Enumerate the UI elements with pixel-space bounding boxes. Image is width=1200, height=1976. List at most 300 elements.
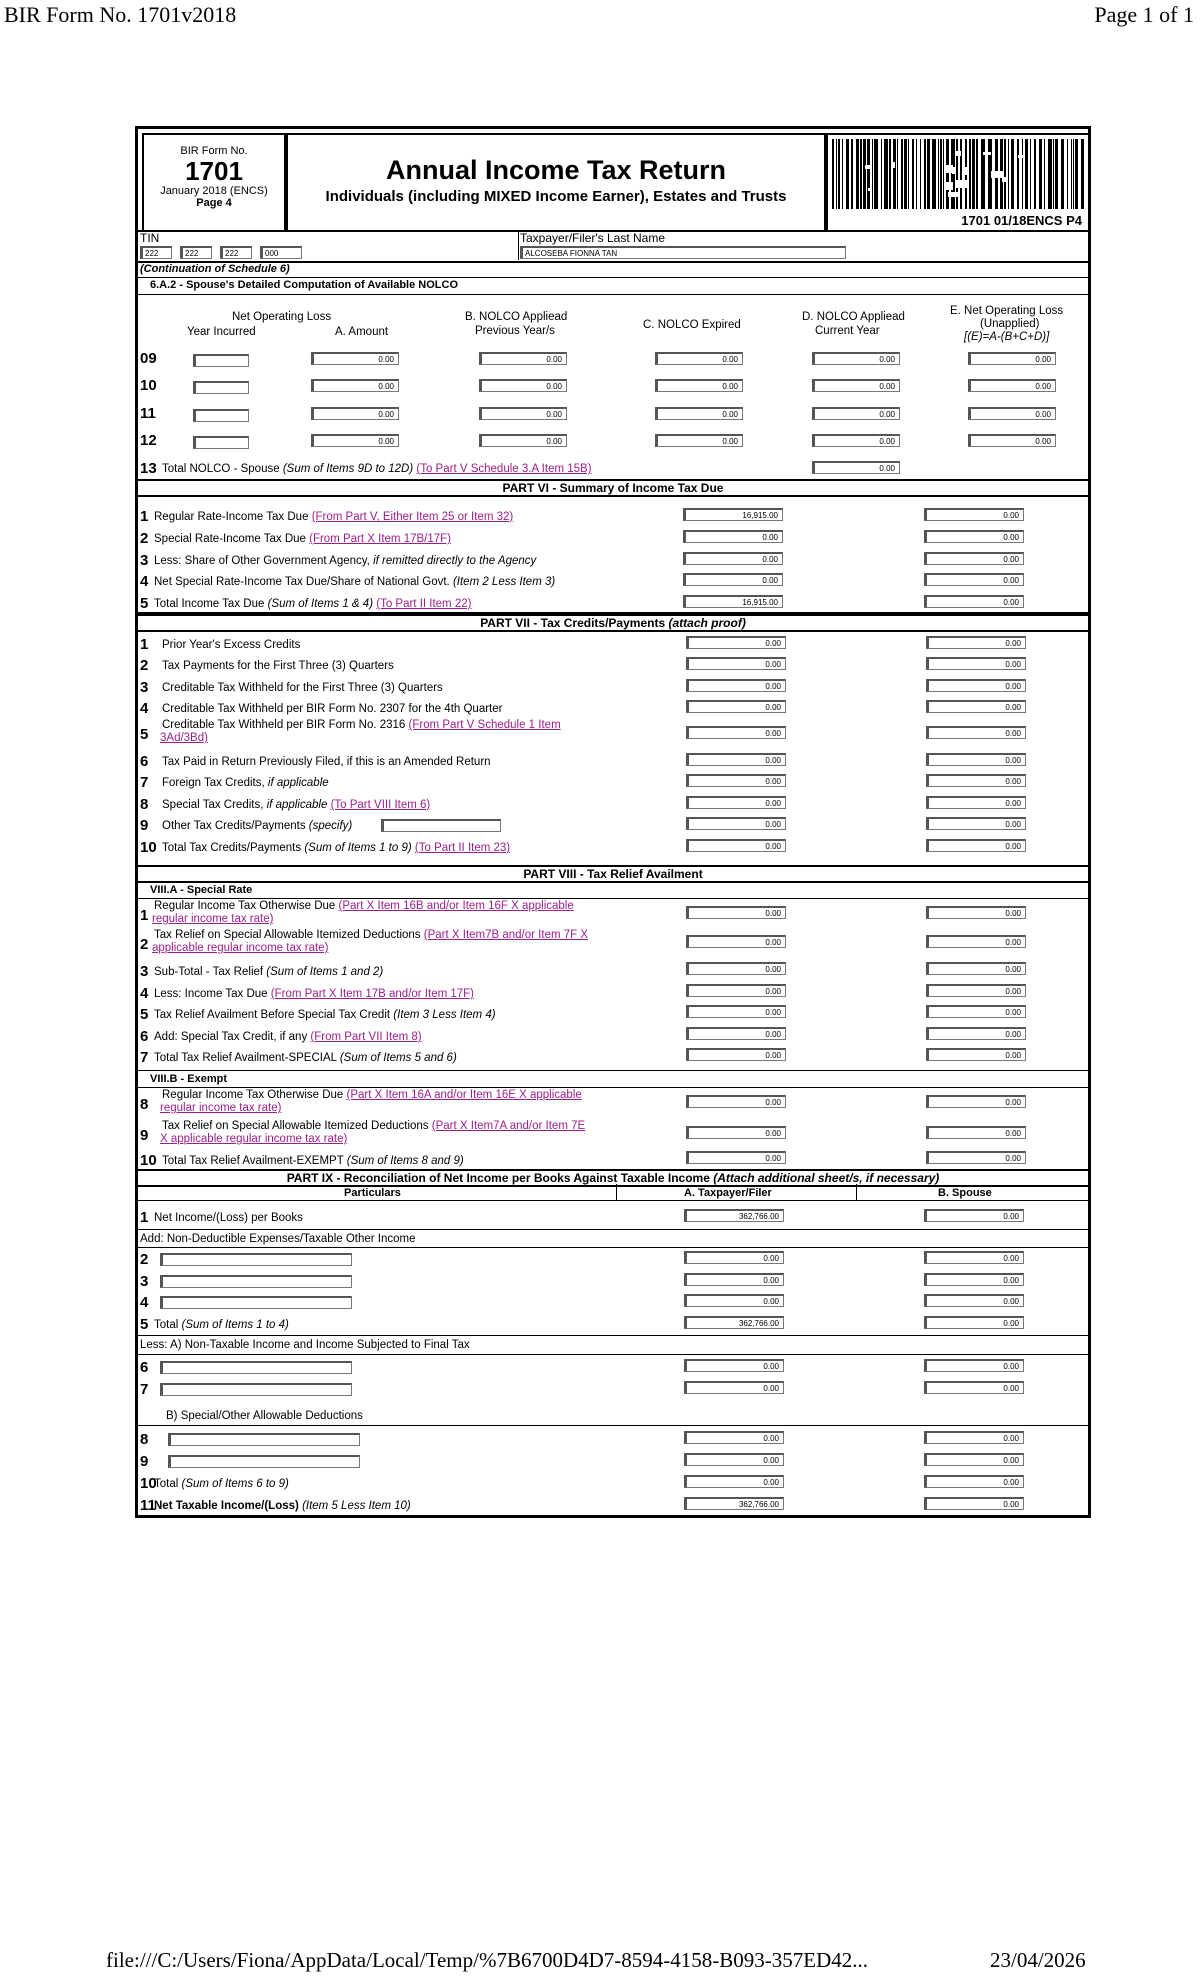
part9-spouse-value[interactable]: 0.00 [924, 1431, 1024, 1444]
part9-spouse-value[interactable]: 0.00 [924, 1209, 1024, 1222]
part8a-spouse-value[interactable]: 0.00 [926, 1005, 1026, 1018]
sched6-total-line: Total NOLCO - Spouse (Sum of Items 9D to 12D) (To Part V Schedule 3.A Item 15B) [162, 463, 592, 475]
nolco-b-field[interactable]: 0.00 [479, 379, 567, 392]
part7-item-label: Creditable Tax Withheld for the First Three (3) Quarters [162, 682, 443, 694]
part8a-taxpayer-value[interactable]: 0.00 [686, 1048, 786, 1061]
part8a-taxpayer-value[interactable]: 0.00 [686, 935, 786, 948]
part9-item-number: 4 [140, 1294, 149, 1311]
print-footer-date: 23/04/2026 [990, 1948, 1086, 1972]
part7-item-number: 3 [140, 679, 149, 696]
part8a-item-label: Less: Income Tax Due (From Part X Item 17B and/or Item 17F) [154, 988, 475, 1000]
part8a-spouse-value[interactable]: 0.00 [926, 984, 1026, 997]
barcode-gap [1018, 155, 1023, 158]
part6-taxpayer-value[interactable]: 0.00 [683, 573, 783, 586]
part9-spouse-value[interactable]: 0.00 [924, 1497, 1024, 1510]
part6-spouse-value[interactable]: 0.00 [924, 530, 1024, 543]
part9-title: PART IX - Reconciliation of Net Income per Books Against Taxable Income (Attach additional sheet/s, if necessary) [138, 1169, 1088, 1187]
part7-taxpayer-value[interactable]: 0.00 [686, 839, 786, 852]
part9-taxpayer-value[interactable]: 0.00 [684, 1475, 784, 1488]
form-title: Annual Income Tax Return [385, 155, 727, 185]
part8a-item-label-link-cont[interactable]: applicable regular income tax rate) [152, 942, 329, 954]
form-subtitle: Individuals (including MIXED Income Earner), Estates and Trusts [325, 188, 787, 205]
part8b-item-label-link-cont[interactable]: regular income tax rate) [160, 1102, 282, 1114]
part6-title: PART VI - Summary of Income Tax Due [138, 479, 1088, 497]
part8a-item-label-link-cont[interactable]: regular income tax rate) [152, 913, 274, 925]
barcode-bar [881, 139, 882, 209]
part9-item-label-10: Total (Sum of Items 6 to 9) [154, 1478, 289, 1490]
part6-spouse-value[interactable]: 0.00 [924, 552, 1024, 565]
barcode-bar [981, 139, 985, 209]
nolco-c-field[interactable]: 0.00 [655, 379, 743, 392]
part7-taxpayer-value[interactable]: 0.00 [686, 679, 786, 692]
part8a-spouse-value[interactable]: 0.00 [926, 962, 1026, 975]
part6-item-label: Less: Share of Other Government Agency, if remitted directly to the Agency [154, 555, 537, 567]
part9-taxpayer-value[interactable]: 0.00 [684, 1431, 784, 1444]
nolco-c-field[interactable]: 0.00 [655, 352, 743, 365]
part8a-item-label-link[interactable]: (Part X Item7B and/or Item 7F X [423, 929, 589, 941]
part8b-item-label: Total Tax Relief Availment-EXEMPT (Sum of Items 8 and 9) [162, 1155, 464, 1167]
part9-item-number: 8 [140, 1431, 149, 1448]
nolco-d-field[interactable]: 0.00 [812, 407, 900, 420]
part9-description-field[interactable] [168, 1433, 360, 1446]
part9-item-number: 6 [140, 1359, 149, 1376]
barcode-bar [940, 139, 942, 209]
barcode-bar [846, 139, 849, 209]
nolco-e-field[interactable]: 0.00 [968, 434, 1056, 447]
sched6-total-number: 13 [140, 460, 157, 477]
barcode-bar [874, 139, 878, 209]
barcode-bar [838, 139, 840, 209]
part9-taxpayer-value[interactable]: 0.00 [684, 1453, 784, 1466]
part9-item-number: 3 [140, 1273, 149, 1290]
nolco-c-field[interactable]: 0.00 [655, 434, 743, 447]
barcode-bar [1081, 139, 1084, 209]
part8a-taxpayer-value[interactable]: 0.00 [686, 962, 786, 975]
part8b-item-label: Regular Income Tax Otherwise Due (Part X Item 16A and/or Item 16E X applicable [162, 1089, 582, 1101]
part8a-taxpayer-value[interactable]: 0.00 [686, 1005, 786, 1018]
part7-item-number: 4 [140, 700, 149, 717]
part9-taxpayer-value[interactable]: 0.00 [684, 1359, 784, 1372]
part7-taxpayer-value[interactable]: 0.00 [686, 753, 786, 766]
nolco-d-field[interactable]: 0.00 [812, 379, 900, 392]
tin-part-1[interactable]: 222 [140, 246, 172, 259]
print-header-left: BIR Form No. 1701v2018 [4, 2, 237, 27]
part9-description-field[interactable] [160, 1383, 352, 1396]
barcode-bar [969, 139, 971, 209]
barcode-block [826, 133, 1090, 232]
col-nol-unapplied-2: (Unapplied) [980, 318, 1040, 330]
tin-label: TIN [140, 231, 160, 245]
part9-spouse-value[interactable]: 0.00 [924, 1294, 1024, 1307]
form-number: 1701 [185, 156, 243, 186]
continuation-label: (Continuation of Schedule 6) [140, 263, 290, 275]
part7-item-label: Creditable Tax Withheld per BIR Form No. 2316 (From Part V Schedule 1 Item [162, 719, 561, 731]
barcode-bar [1004, 139, 1006, 209]
part7-spouse-value[interactable]: 0.00 [926, 817, 1026, 830]
barcode-bar [1067, 139, 1068, 209]
barcode-bar [836, 139, 837, 209]
part8a-title: VIII.A - Special Rate [150, 884, 253, 896]
part7-spouse-value[interactable]: 0.00 [926, 657, 1026, 670]
part6-item-label-link[interactable]: (To Part II Item 22) [376, 598, 472, 610]
part8a-item-label: Sub-Total - Tax Relief (Sum of Items 1 and 2) [154, 966, 384, 978]
part6-item-label-link[interactable]: (From Part X Item 17B/17F) [309, 533, 451, 545]
barcode-bar [1011, 139, 1014, 209]
part7-item-number: 7 [140, 774, 149, 791]
col-spouse: B. Spouse [938, 1187, 992, 1199]
barcode-bar [851, 139, 853, 209]
part7-item-label: Tax Payments for the First Three (3) Quarters [162, 660, 394, 672]
part8a-spouse-value[interactable]: 0.00 [926, 935, 1026, 948]
barcode-bar [956, 139, 958, 209]
part8a-item-label-link[interactable]: (From Part VII Item 8) [310, 1031, 422, 1043]
part7-item-label: Creditable Tax Withheld per BIR Form No. 2307 for the 4th Quarter [162, 703, 503, 715]
barcode-bar [943, 139, 944, 209]
part8-title: PART VIII - Tax Relief Availment [138, 865, 1088, 883]
part6-item-number: 2 [140, 530, 149, 547]
nolco-a-field[interactable]: 0.00 [311, 407, 399, 420]
part9-description-field[interactable] [160, 1361, 352, 1374]
form-label: BIR Form No. [180, 145, 248, 157]
part7-taxpayer-value[interactable]: 0.00 [686, 817, 786, 830]
part6-item-number: 4 [140, 573, 149, 590]
nolco-e-field[interactable]: 0.00 [968, 379, 1056, 392]
col-nolco-applied-current-2: Current Year [815, 325, 880, 337]
part9-item-number: 11 [140, 1497, 156, 1514]
barcode-gap [983, 152, 991, 155]
part7-title: PART VII - Tax Credits/Payments (attach proof) [138, 614, 1088, 632]
nolco-c-field[interactable]: 0.00 [655, 407, 743, 420]
barcode-bar [897, 139, 898, 209]
barcode-bar [1048, 139, 1052, 209]
col-nol-unapplied-3: [(E)=A-(B+C+D)] [964, 331, 1050, 343]
barcode-gap [944, 165, 953, 173]
col-net-operating-loss: Net Operating Loss [232, 311, 332, 323]
barcode-gap [868, 188, 872, 191]
part7-spouse-value[interactable]: 0.00 [926, 839, 1026, 852]
nolco-row-number: 10 [140, 377, 157, 394]
part9-description-field[interactable] [160, 1296, 352, 1309]
part8a-item-label: Tax Relief Availment Before Special Tax Credit (Item 3 Less Item 4) [154, 1009, 496, 1021]
part8a-item-label-link[interactable]: (From Part X Item 17B and/or Item 17F) [270, 988, 475, 1000]
part9-spouse-value[interactable]: 0.00 [924, 1475, 1024, 1488]
barcode-bar [856, 139, 859, 209]
part9-description-field[interactable] [160, 1275, 352, 1288]
nolco-a-field[interactable]: 0.00 [311, 434, 399, 447]
part9-item-label-11: Net Taxable Income/(Loss) (Item 5 Less Item 10) [154, 1500, 411, 1512]
form-page: Page 4 [196, 197, 232, 209]
part9-item-label-1: Net Income/(Loss) per Books [154, 1212, 303, 1224]
barcode-bar [946, 139, 949, 209]
part9-description-field[interactable] [160, 1253, 352, 1266]
part8b-item-number: 10 [140, 1152, 157, 1169]
part7-item-label: Other Tax Credits/Payments (specify) [162, 820, 353, 832]
col-taxpayer-filer: A. Taxpayer/Filer [684, 1187, 772, 1199]
col-year-incurred: Year Incurred [187, 326, 256, 338]
barcode-bar [872, 139, 873, 209]
part8a-item-number: 5 [140, 1006, 149, 1023]
barcode-bar [916, 139, 917, 209]
part8a-item-label-link[interactable]: (Part X Item 16B and/or Item 16F X applicable [338, 900, 574, 912]
year-incurred-field[interactable] [193, 381, 249, 394]
part8b-spouse-value[interactable]: 0.00 [926, 1126, 1026, 1139]
part7-item-label: Total Tax Credits/Payments (Sum of Items 1 to 9) (To Part II Item 23) [162, 842, 511, 854]
part9-item-label-5: Total (Sum of Items 1 to 4) [154, 1319, 289, 1331]
part6-item-number: 3 [140, 552, 149, 569]
part7-item-label: Special Tax Credits, if applicable (To Part VIII Item 6) [162, 799, 431, 811]
part8a-item-number: 6 [140, 1028, 149, 1045]
part8b-item-label: Tax Relief on Special Allowable Itemized Deductions (Part X Item7A and/or Item 7E [162, 1120, 586, 1132]
part7-item-number: 5 [140, 726, 149, 743]
part6-taxpayer-value[interactable]: 16,915.00 [683, 595, 783, 608]
part6-spouse-value[interactable]: 0.00 [924, 573, 1024, 586]
part8a-taxpayer-value[interactable]: 0.00 [686, 906, 786, 919]
nolco-a-field[interactable]: 0.00 [311, 379, 399, 392]
part9-taxpayer-value[interactable]: 362,766.00 [684, 1497, 784, 1510]
part6-item-label: Net Special Rate-Income Tax Due/Share of National Govt. (Item 2 Less Item 3) [154, 576, 556, 588]
year-incurred-field[interactable] [193, 436, 249, 449]
barcode-bar [972, 139, 975, 209]
part8a-item-number: 1 [140, 907, 149, 924]
tin-part-2[interactable]: 222 [180, 246, 212, 259]
part6-item-label: Regular Rate-Income Tax Due (From Part V, Either Item 25 or Item 32) [154, 511, 514, 523]
barcode-gap [948, 192, 960, 197]
barcode-gap [962, 167, 967, 175]
nolco-d-field[interactable]: 0.00 [812, 352, 900, 365]
barcode-gap [946, 182, 953, 190]
part7-item-number: 9 [140, 817, 149, 834]
part8a-item-number: 2 [140, 936, 149, 953]
nolco-a-field[interactable]: 0.00 [311, 352, 399, 365]
barcode-bar [842, 139, 843, 209]
barcode-bar [1039, 139, 1042, 209]
nolco-row-number: 11 [140, 405, 156, 422]
barcode-gap [891, 162, 895, 168]
nolco-b-field[interactable]: 0.00 [479, 352, 567, 365]
part8a-item-number: 4 [140, 985, 149, 1002]
barcode-bar [1061, 139, 1064, 209]
part8a-item-label: Regular Income Tax Otherwise Due (Part X Item 16B and/or Item 16F X applicable [154, 900, 574, 912]
part9-item-number: 1 [140, 1209, 149, 1226]
barcode-bar [1008, 139, 1009, 209]
year-incurred-field[interactable] [193, 409, 249, 422]
barcode-bar [867, 139, 870, 209]
part8b-taxpayer-value[interactable]: 0.00 [686, 1151, 786, 1164]
part8a-item-number: 3 [140, 963, 149, 980]
tin-part-3[interactable]: 222 [220, 246, 252, 259]
col-nol-unapplied-1: E. Net Operating Loss [950, 305, 1064, 317]
part8a-item-number: 7 [140, 1049, 149, 1066]
barcode-bar [863, 139, 866, 209]
part8a-spouse-value[interactable]: 0.00 [926, 906, 1026, 919]
part7-spouse-value[interactable]: 0.00 [926, 753, 1026, 766]
part6-taxpayer-value[interactable]: 0.00 [683, 530, 783, 543]
part8b-taxpayer-value[interactable]: 0.00 [686, 1095, 786, 1108]
barcode-bar [889, 139, 891, 209]
part9-less-label: Less: A) Non-Taxable Income and Income Subjected to Final Tax [140, 1339, 470, 1351]
part9-taxpayer-value[interactable]: 0.00 [684, 1294, 784, 1307]
barcode-image [832, 139, 1084, 209]
barcode-bar [960, 139, 962, 209]
col-nolco-applied-current-1: D. NOLCO Appliead [802, 311, 905, 323]
barcode-bar [1025, 139, 1028, 209]
part8b-item-number: 8 [140, 1096, 149, 1113]
part8b-spouse-value[interactable]: 0.00 [926, 1151, 1026, 1164]
part7-spouse-value[interactable]: 0.00 [926, 774, 1026, 787]
col-particulars: Particulars [344, 1187, 401, 1199]
part8b-spouse-value[interactable]: 0.00 [926, 1095, 1026, 1108]
nolco-row-number: 12 [140, 432, 157, 449]
part6-item-label-link[interactable]: (From Part V, Either Item 25 or Item 32) [311, 511, 514, 523]
other-tax-credits-specify-field[interactable] [381, 819, 501, 832]
barcode-bar [1030, 139, 1031, 209]
col-nolco-expired: C. NOLCO Expired [643, 319, 741, 331]
part7-item-number: 2 [140, 657, 149, 674]
part6-item-number: 1 [140, 508, 149, 525]
barcode-bar [927, 139, 930, 209]
part8b-taxpayer-value[interactable]: 0.00 [686, 1126, 786, 1139]
part7-taxpayer-value[interactable]: 0.00 [686, 636, 786, 649]
part9-spouse-value[interactable]: 0.00 [924, 1359, 1024, 1372]
part7-item-label: Tax Paid in Return Previously Filed, if this is an Amended Return [162, 756, 491, 768]
part8a-item-label: Total Tax Relief Availment-SPECIAL (Sum of Items 5 and 6) [154, 1052, 457, 1064]
nolco-b-field[interactable]: 0.00 [479, 407, 567, 420]
tin-part-4[interactable]: 000 [260, 246, 302, 259]
part9-description-field[interactable] [168, 1455, 360, 1468]
part9-deductions-label: B) Special/Other Allowable Deductions [166, 1410, 363, 1422]
part9-spouse-value[interactable]: 0.00 [924, 1316, 1024, 1329]
part7-item-label-link-cont[interactable]: 3Ad/3Bd) [160, 732, 208, 744]
part7-item-label: Prior Year's Excess Credits [162, 639, 301, 651]
part7-spouse-value[interactable]: 0.00 [926, 700, 1026, 713]
part6-taxpayer-value[interactable]: 16,915.00 [683, 508, 783, 521]
form-edition: January 2018 (ENCS) [160, 185, 268, 197]
sched6-total-value[interactable]: 0.00 [812, 461, 900, 474]
part7-spouse-value[interactable]: 0.00 [926, 726, 1026, 739]
part8b-title: VIII.B - Exempt [150, 1073, 228, 1085]
barcode-bar [904, 139, 907, 209]
part8a-spouse-value[interactable]: 0.00 [926, 1027, 1026, 1040]
sched6-total-link[interactable]: (To Part V Schedule 3.A Item 15B) [416, 463, 592, 475]
nolco-e-field[interactable]: 0.00 [968, 352, 1056, 365]
barcode-bar [938, 139, 939, 209]
part8b-item-label-link[interactable]: (Part X Item7A and/or Item 7E [431, 1120, 586, 1132]
part9-item-number: 10 [140, 1475, 157, 1492]
part7-item-label: Foreign Tax Credits, if applicable [162, 777, 329, 789]
part6-spouse-value[interactable]: 0.00 [924, 595, 1024, 608]
part9-item-number: 9 [140, 1453, 149, 1470]
barcode-gap [956, 180, 967, 188]
barcode-bar [1073, 139, 1074, 209]
part9-taxpayer-value[interactable]: 362,766.00 [684, 1316, 784, 1329]
part7-taxpayer-value[interactable]: 0.00 [686, 774, 786, 787]
barcode-bar [920, 139, 921, 209]
part6-taxpayer-value[interactable]: 0.00 [683, 552, 783, 565]
part7-spouse-value[interactable]: 0.00 [926, 636, 1026, 649]
part9-taxpayer-value[interactable]: 362,766.00 [684, 1209, 784, 1222]
barcode-bar [884, 139, 888, 209]
part7-item-number: 1 [140, 636, 149, 653]
nolco-row-number: 09 [140, 350, 157, 367]
part9-spouse-value[interactable]: 0.00 [924, 1453, 1024, 1466]
part7-taxpayer-value[interactable]: 0.00 [686, 796, 786, 809]
form-title-block [286, 133, 826, 232]
part6-item-label: Total Income Tax Due (Sum of Items 1 & 4) (To Part II Item 22) [154, 598, 472, 610]
barcode-gap [865, 165, 871, 169]
taxpayer-name-field[interactable]: ALCOSEBA FIONNA TAN [520, 246, 846, 259]
barcode-bar [1034, 139, 1036, 209]
part7-taxpayer-value[interactable]: 0.00 [686, 700, 786, 713]
nolco-d-field[interactable]: 0.00 [812, 434, 900, 447]
part8b-item-label-link[interactable]: (Part X Item 16A and/or Item 16E X applicable [346, 1089, 582, 1101]
part8a-spouse-value[interactable]: 0.00 [926, 1048, 1026, 1061]
part9-spouse-value[interactable]: 0.00 [924, 1381, 1024, 1394]
col-nolco-applied-prev-1: B. NOLCO Appliead [465, 311, 568, 323]
taxpayer-name-label: Taxpayer/Filer's Last Name [520, 231, 666, 245]
part8b-item-number: 9 [140, 1127, 149, 1144]
barcode-bar [924, 139, 926, 209]
form-id-block [142, 133, 286, 232]
barcode-bar [1017, 139, 1019, 209]
part9-item-number: 2 [140, 1251, 149, 1268]
part9-spouse-value[interactable]: 0.00 [924, 1273, 1024, 1286]
part7-taxpayer-value[interactable]: 0.00 [686, 657, 786, 670]
part9-spouse-value[interactable]: 0.00 [924, 1251, 1024, 1264]
part7-item-label-link[interactable]: (To Part II Item 23) [414, 842, 511, 854]
nolco-e-field[interactable]: 0.00 [968, 407, 1056, 420]
part8a-item-label: Tax Relief on Special Allowable Itemized Deductions (Part X Item7B and/or Item 7F X [154, 929, 589, 941]
barcode-bar [1053, 139, 1054, 209]
barcode-caption: 1701 01/18ENCS P4 [961, 213, 1082, 228]
bir-form [135, 126, 1091, 1518]
year-incurred-field[interactable] [193, 354, 249, 367]
part7-item-number: 8 [140, 796, 149, 813]
col-amount: A. Amount [335, 326, 389, 338]
part6-spouse-value[interactable]: 0.00 [924, 508, 1024, 521]
part9-taxpayer-value[interactable]: 0.00 [684, 1273, 784, 1286]
barcode-bar [908, 139, 909, 209]
barcode-bar [893, 139, 896, 209]
part8a-taxpayer-value[interactable]: 0.00 [686, 984, 786, 997]
part7-spouse-value[interactable]: 0.00 [926, 796, 1026, 809]
barcode-bar [1075, 139, 1078, 209]
print-header-right: Page 1 of 1 [1094, 2, 1194, 27]
part7-item-label-link[interactable]: (To Part VIII Item 6) [330, 799, 431, 811]
barcode-bar [976, 139, 978, 209]
barcode-bar [912, 139, 914, 209]
print-footer-path: file:///C:/Users/Fiona/AppData/Local/Temp/%7B6700D4D7-8594-4158-B093-357ED42... [106, 1948, 869, 1972]
barcode-bar [860, 139, 862, 209]
nolco-b-field[interactable]: 0.00 [479, 434, 567, 447]
part9-taxpayer-value[interactable]: 0.00 [684, 1251, 784, 1264]
barcode-bar [1071, 139, 1072, 209]
part9-item-number: 5 [140, 1316, 149, 1333]
part9-taxpayer-value[interactable]: 0.00 [684, 1381, 784, 1394]
barcode-gap [955, 151, 961, 156]
part8b-item-label-link-cont[interactable]: X applicable regular income tax rate) [160, 1133, 348, 1145]
barcode-bar [1055, 139, 1058, 209]
part9-item-number: 7 [140, 1381, 149, 1398]
part7-spouse-value[interactable]: 0.00 [926, 679, 1026, 692]
part7-item-label-link[interactable]: (From Part V Schedule 1 Item [408, 719, 561, 731]
barcode-bar [832, 139, 834, 209]
part7-taxpayer-value[interactable]: 0.00 [686, 726, 786, 739]
part7-item-number: 6 [140, 753, 149, 770]
part8a-item-label: Add: Special Tax Credit, if any (From Part VII Item 8) [154, 1031, 422, 1043]
barcode-bar [1044, 139, 1045, 209]
part7-item-number: 10 [140, 839, 157, 856]
part8a-taxpayer-value[interactable]: 0.00 [686, 1027, 786, 1040]
